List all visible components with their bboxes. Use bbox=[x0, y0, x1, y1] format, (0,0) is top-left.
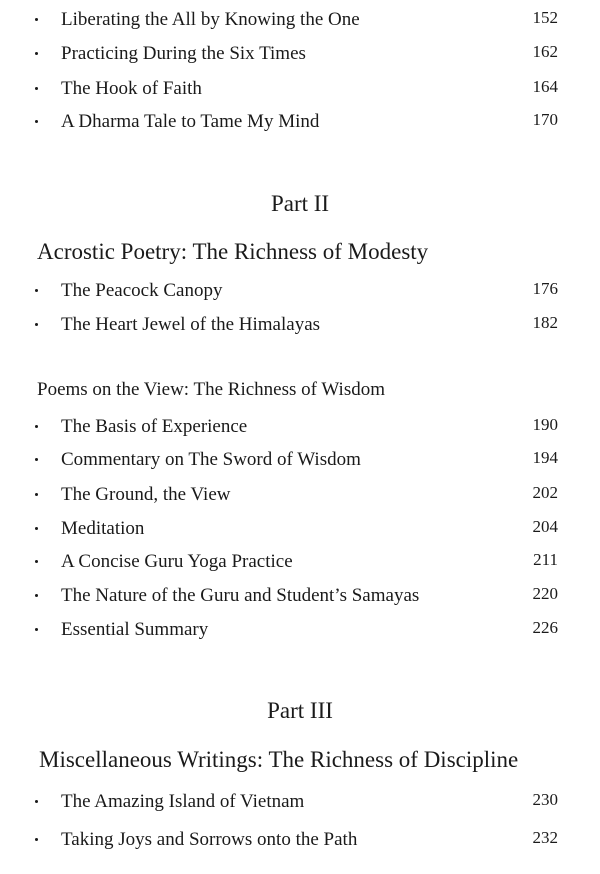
section-heading: Miscellaneous Writings: The Richness of Discipline bbox=[39, 747, 519, 772]
entry-title: The Hook of Faith bbox=[61, 78, 202, 99]
entry-page-number: 182 bbox=[532, 313, 558, 332]
entry-title: The Ground, the View bbox=[61, 484, 231, 505]
entry-title: A Concise Guru Yoga Practice bbox=[61, 551, 293, 572]
bullet-icon bbox=[35, 458, 38, 461]
entry-page-number: 152 bbox=[532, 8, 558, 27]
bullet-icon bbox=[35, 120, 38, 123]
toc-entry[interactable] bbox=[0, 518, 600, 548]
toc-entry[interactable] bbox=[0, 484, 600, 514]
toc-entry[interactable] bbox=[0, 619, 600, 649]
entry-page-number: 220 bbox=[532, 584, 558, 603]
entry-title: Commentary on The Sword of Wisdom bbox=[61, 449, 361, 470]
bullet-icon bbox=[35, 18, 38, 21]
bullet-icon bbox=[35, 493, 38, 496]
entry-page-number: 202 bbox=[532, 483, 558, 502]
toc-entry[interactable] bbox=[0, 111, 600, 141]
toc-entry[interactable] bbox=[0, 791, 600, 821]
entry-title: The Nature of the Guru and Student’s Samayas bbox=[61, 585, 420, 606]
toc-entry[interactable] bbox=[0, 551, 600, 581]
entry-page-number: 230 bbox=[532, 790, 558, 809]
toc-entry[interactable] bbox=[0, 585, 600, 615]
toc-entry[interactable] bbox=[0, 43, 600, 73]
entry-page-number: 204 bbox=[532, 517, 558, 536]
entry-page-number: 211 bbox=[533, 550, 558, 569]
entry-title: Meditation bbox=[61, 518, 145, 539]
bullet-icon bbox=[35, 800, 38, 803]
entry-title: The Amazing Island of Vietnam bbox=[61, 791, 305, 812]
bullet-icon bbox=[35, 527, 38, 530]
bullet-icon bbox=[35, 289, 38, 292]
toc-entry[interactable] bbox=[0, 314, 600, 344]
bullet-icon bbox=[35, 594, 38, 597]
entry-title: Practicing During the Six Times bbox=[61, 43, 306, 64]
section-heading: Acrostic Poetry: The Richness of Modesty bbox=[37, 239, 429, 264]
toc-entry[interactable] bbox=[0, 78, 600, 108]
entry-title: A Dharma Tale to Tame My Mind bbox=[61, 111, 320, 132]
entry-page-number: 164 bbox=[532, 77, 558, 96]
bullet-icon bbox=[35, 52, 38, 55]
toc-entry[interactable] bbox=[0, 280, 600, 310]
part-heading: Part III bbox=[267, 698, 333, 723]
entry-page-number: 232 bbox=[532, 828, 558, 847]
bullet-icon bbox=[35, 628, 38, 631]
entry-title: The Peacock Canopy bbox=[61, 280, 223, 301]
entry-page-number: 162 bbox=[532, 42, 558, 61]
bullet-icon bbox=[35, 560, 38, 563]
entry-page-number: 194 bbox=[532, 448, 558, 467]
entry-page-number: 226 bbox=[532, 618, 558, 637]
bullet-icon bbox=[35, 425, 38, 428]
toc-entry[interactable] bbox=[0, 449, 600, 479]
entry-page-number: 190 bbox=[532, 415, 558, 434]
bullet-icon bbox=[35, 323, 38, 326]
entry-page-number: 170 bbox=[532, 110, 558, 129]
bullet-icon bbox=[35, 87, 38, 90]
toc-entry[interactable] bbox=[0, 416, 600, 446]
part-heading: Part II bbox=[270, 191, 330, 216]
entry-page-number: 176 bbox=[532, 279, 558, 298]
entry-title: Taking Joys and Sorrows onto the Path bbox=[61, 829, 358, 850]
toc-entry[interactable] bbox=[0, 9, 600, 39]
entry-title: The Heart Jewel of the Himalayas bbox=[61, 314, 321, 335]
bullet-icon bbox=[35, 838, 38, 841]
toc-entry[interactable] bbox=[0, 829, 600, 859]
section-heading: Poems on the View: The Richness of Wisdom bbox=[37, 379, 385, 400]
entry-title: The Basis of Experience bbox=[61, 416, 248, 437]
entry-title: Liberating the All by Knowing the One bbox=[61, 9, 360, 30]
entry-title: Essential Summary bbox=[61, 619, 209, 640]
